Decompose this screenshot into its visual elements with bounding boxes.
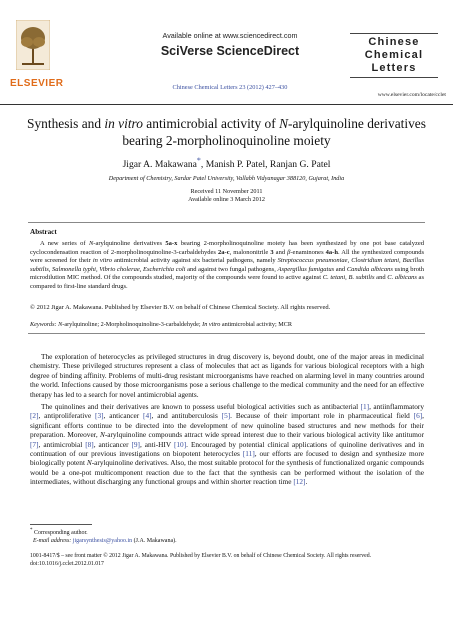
front-matter-notice: 1001-8417/$ – see front matter © 2012 Jigar A. Makawana. Published by Elsevier B.V. on behalf of Chinese Chemical Society. All rights reserved. <box>30 553 372 559</box>
keywords: Keywords: N-arylquinoline; 2-Morpholinoquinoline-3-carbaldehyde; In vitro antimicrobial activity; MCR <box>30 321 292 328</box>
citation-1[interactable]: [1] <box>360 402 370 412</box>
available-date: Available online 3 March 2012 <box>188 196 265 204</box>
doi-link[interactable]: doi:10.1016/j.cclet.2012.01.017 <box>30 561 104 567</box>
citation-2[interactable]: [2] <box>30 411 39 421</box>
journal-title-line-2: Chemical <box>364 49 424 61</box>
journal-reference[interactable]: Chinese Chemical Letters 23 (2012) 427–430 <box>172 84 288 91</box>
author-email-link[interactable]: jigarsynthesis@yahoo.in <box>72 538 133 544</box>
article-title: Synthesis and in vitro antimicrobial activity of N-arylquinoline derivatives bearing 2-morpholinoquinoline moiety <box>27 116 426 148</box>
abstract-text: A new series of N-arylquinoline derivatives 5a-x bearing 2-morpholinoquinoline moiety has been synthesized by one pot base catalyzed cyclocondensation reaction of 2-morpholinoquinoline-3-carbaldehydes 2a-c, malononitrile 3 and β-enaminones 4a-h. All the synthesized compounds were screened for their in vitro antimicrobial activity against six bacterial pathogens, namely Streptococcus pneumoniae, Clostridium tetani, Bacillus subtilis, Salmonella typhi, Vibrio cholerae, Escherichia coli and against two fungal pathogens, Aspergillus fumigatus and Candida albicans using broth microdilution MIC method. Of the compounds studied, majority of the compounds were found to active against C. tetani, B. subtilis and C. albicans as compared to first-line standard drugs. <box>30 240 425 290</box>
footnote-rule <box>30 524 92 525</box>
journal-title-bottom-rule <box>350 77 438 78</box>
affiliation: Department of Chemistry, Sardar Patel University, Vallabh Vidyanagar 388120, Gujarat, India <box>108 175 345 182</box>
citation-3[interactable]: [3] <box>95 411 104 421</box>
abstract-copyright: © 2012 Jigar A. Makawana. Published by Elsevier B.V. on behalf of Chinese Chemical Society. All rights reserved. <box>30 304 331 311</box>
received-date: Received 11 November 2011 <box>190 188 263 195</box>
body-paragraph-2: The quinolines and their derivatives are known to possess useful biological activities such as antibacterial [1], antiinflammatory [2], antiproliferative [3], anticancer [4], and antituberculosis [5]. Because of their important role in pharmaceutical field [6], significant efforts continue to be directed into the development of new quinoline based structures and new methods for their preparation. Moreover, N-arylquinoline compounds attract wide spread interest due to their various biological activity like antitumor [7], antimicrobial [8], anticancer [9], anti-HIV [10]. Encouraged by potential clinical applications of quinoline derivatives and in continuation of our previous investigations on biopotent heterocycles [11], our efforts are focused to design and synthesize more biologically potent N-arylquinoline derivatives. Also, the most suitable protocol for the synthesis of functionalized organic compounds would be a one-pot multicomponent reaction due to the fact that the synthesis can be performed without the isolation of the intermediates, without discharging any functional groups and within shorter reaction time [12]. <box>30 402 425 487</box>
journal-url[interactable]: www.elsevier.com/locate/cclet <box>377 92 446 98</box>
citation-5[interactable]: [5] <box>221 411 231 421</box>
article-body <box>30 352 424 490</box>
corresponding-author-mark[interactable]: * <box>196 156 201 165</box>
footnote-corresponding: * Corresponding author. E-mail address: jigarsynthesis@yahoo.in (J.A. Makawana). <box>30 528 177 544</box>
citation-7[interactable]: [7] <box>30 439 39 449</box>
abstract-top-rule <box>28 222 425 223</box>
sciverse-logo-text: SciVerse ScienceDirect <box>160 44 300 58</box>
citation-4[interactable]: [4] <box>143 411 152 421</box>
citation-12[interactable]: [12] <box>293 477 306 487</box>
citation-9[interactable]: [9] <box>131 439 140 449</box>
abstract-heading: Abstract <box>30 228 57 236</box>
citation-11[interactable]: [11] <box>242 449 255 459</box>
publisher-name: ELSEVIER <box>10 78 64 89</box>
journal-title-top-rule <box>350 33 438 34</box>
citation-10[interactable]: [10] <box>173 439 187 449</box>
journal-title-line-1: Chinese <box>368 36 420 48</box>
elsevier-tree-logo <box>16 20 50 70</box>
journal-title-line-3: Letters <box>371 62 417 74</box>
header-divider <box>0 104 453 105</box>
journal-title-block <box>350 36 438 75</box>
abstract-bottom-rule <box>28 333 425 334</box>
available-online-text: Available online at www.sciencedirect.com <box>162 31 298 40</box>
citation-6[interactable]: [6] <box>413 411 423 421</box>
article-dates <box>20 188 433 204</box>
author-list: Jigar A. Makawana*, Manish P. Patel, Ranjan G. Patel <box>122 156 331 171</box>
body-paragraph-1: The exploration of heterocycles as privileged structures in drug discovery is, beyond doubt, one of the major areas in medicinal chemistry. These privileged structures represent a class of molecules that act as ligands for various biological receptors with a high degree of binding affinity. Problems of multi-drug resistant microorganisms have reached on alarming level in many countries around the world. Infections caused by those microorganisms pose a serious challenge to the medical community and the need for an effective therapy has led to a search for novel antimicrobial agents. <box>30 352 424 399</box>
citation-8[interactable]: [8] <box>85 439 94 449</box>
issn-line <box>30 552 424 568</box>
